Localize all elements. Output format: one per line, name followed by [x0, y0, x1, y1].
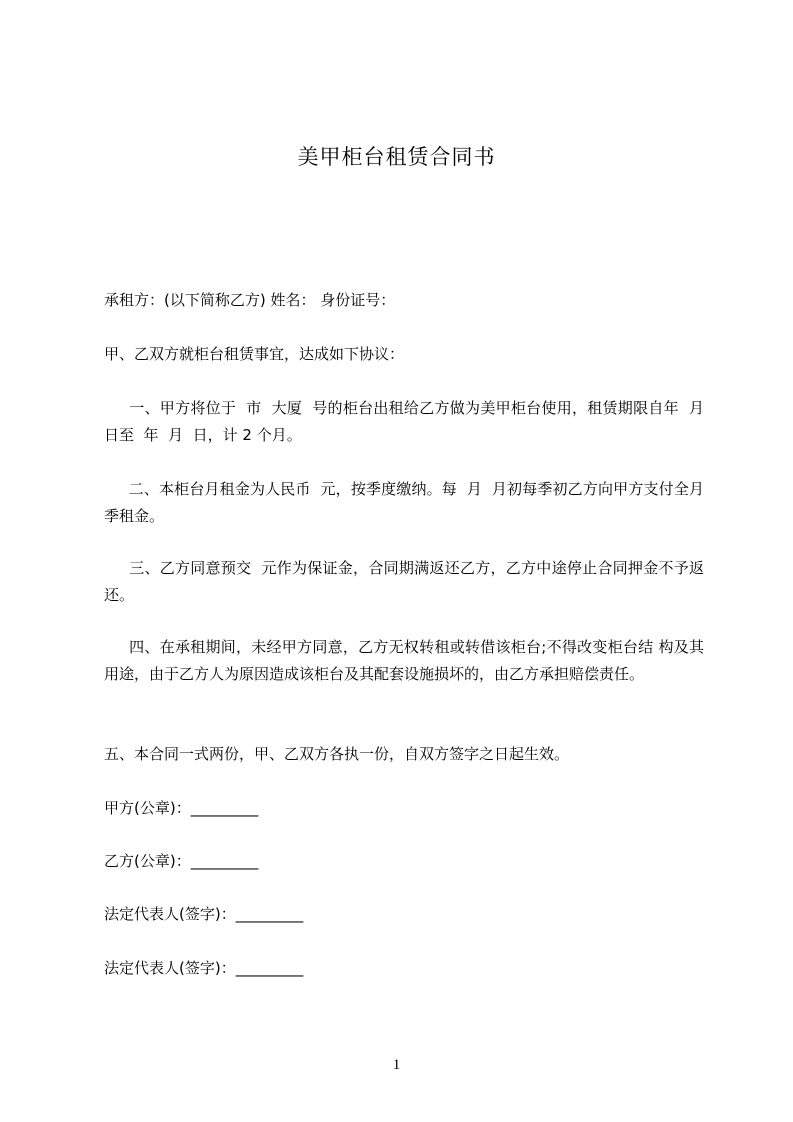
document-title: 美甲柜台租赁合同书	[297, 145, 496, 169]
clause-2: 二、本柜台月租金为人民币 元，按季度缴纳。每 月 月初每季初乙方向甲方支付全月季租金。	[104, 480, 704, 525]
page-number: 1	[392, 1057, 401, 1073]
clause-4: 四、在承租期间，未经甲方同意，乙方无权转租或转借该柜台;不得改变柜台结 构及其用途，由于乙方人为原因造成该柜台及其配套设施损坏的，由乙方承担赔偿责任。	[104, 638, 705, 683]
clause-5: 五、本合同一式两份，甲、乙双方各执一份，自双方签字之日起生效。	[104, 745, 570, 763]
intro-line: 甲、乙双方就柜台租赁事宜，达成如下协议：	[104, 345, 405, 363]
lessee-line: 承租方：(以下简称乙方) 姓名： 身份证号：	[104, 291, 396, 309]
legal-representative-signature-line-2: 法定代表人(签字)：_________	[104, 959, 304, 977]
party-b-seal-line: 乙方(公章)：_________	[104, 852, 259, 870]
clause-1: 一、甲方将位于 市 大厦 号的柜台出租给乙方做为美甲柜台使用，租赁期限自年 月 日至 年 月 日，计 2 个月。	[104, 399, 714, 444]
party-a-seal-line: 甲方(公章)：_________	[104, 799, 259, 817]
legal-representative-signature-line-1: 法定代表人(签字)：_________	[104, 905, 304, 923]
clause-3: 三、乙方同意预交 元作为保证金，合同期满返还乙方，乙方中途停止合同押金不予返还。	[104, 559, 705, 604]
